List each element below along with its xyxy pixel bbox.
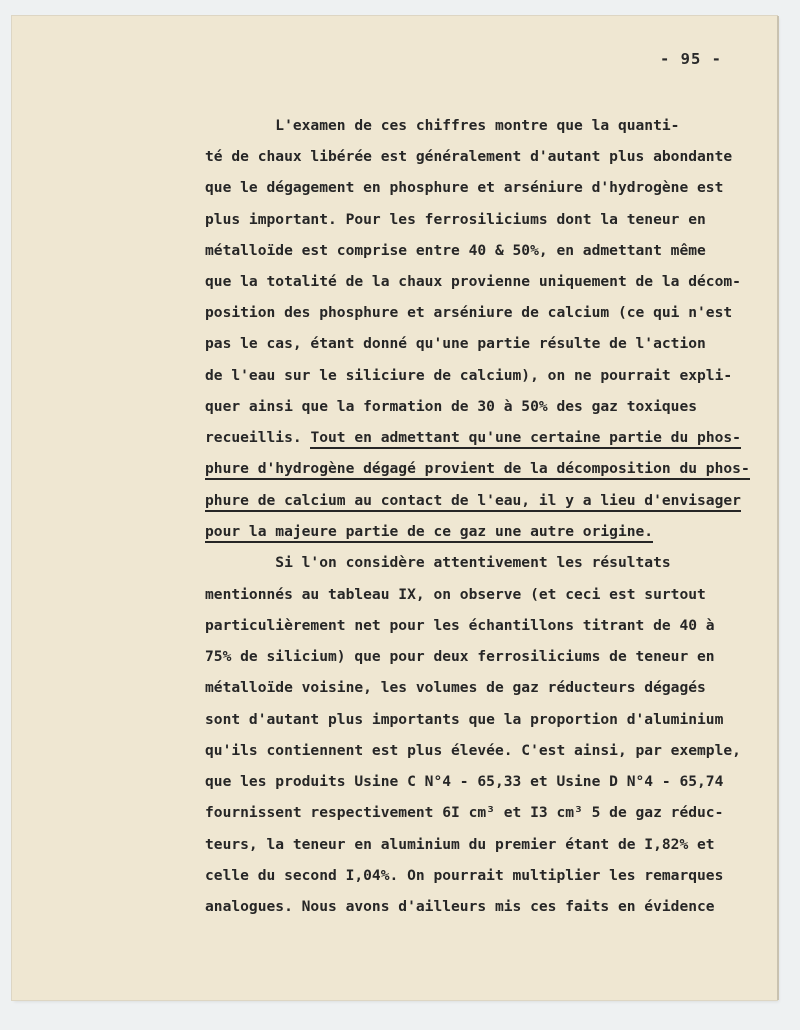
text-line: de l'eau sur le siliciure de calcium), on ne pourrait expli- [205,367,733,384]
text-line: métalloïde voisine, les volumes de gaz réducteurs dégagés [205,679,706,696]
underlined-text: pour la majeure partie de ce gaz une autre origine. [205,523,653,543]
text-line: que la totalité de la chaux provienne uniquement de la décom- [205,273,741,290]
text-line: teurs, la teneur en aluminium du premier étant de I,82% et [205,836,715,853]
text-line: que le dégagement en phosphure et arséniure d'hydrogène est [205,179,724,196]
text-line: plus important. Pour les ferrosiliciums dont la teneur en [205,211,706,228]
text-line: qu'ils contiennent est plus élevée. C'est ainsi, par exemple, [205,742,741,759]
text-line: analogues. Nous avons d'ailleurs mis ces faits en évidence [205,898,715,915]
text-line: métalloïde est comprise entre 40 & 50%, en admettant même [205,242,706,259]
text-line: Si l'on considère attentivement les résultats [205,554,671,571]
page-edge [777,16,779,1000]
text-line: fournissent respectivement 6I cm³ et I3 cm³ 5 de gaz réduc- [205,804,724,821]
text-line: position des phosphure et arséniure de calcium (ce qui n'est [205,304,733,321]
text-line [205,428,741,448]
text-line [205,459,750,479]
underlined-text: phure de calcium au contact de l'eau, il y a lieu d'envisager [205,492,741,512]
text-line: que les produits Usine C N°4 - 65,33 et Usine D N°4 - 65,74 [205,773,724,790]
text-line [205,522,653,542]
text-line: L'examen de ces chiffres montre que la quanti- [205,117,680,134]
text-line: sont d'autant plus importants que la proportion d'aluminium [205,711,724,728]
text-segment: recueillis. [205,429,311,446]
text-line: particulièrement net pour les échantillons titrant de 40 à [205,617,715,634]
underlined-text: Tout en admettant qu'une certaine partie du phos- [310,429,741,449]
text-line: pas le cas, étant donné qu'une partie résulte de l'action [205,335,706,352]
page-number: - 95 - [660,50,722,68]
underlined-text: phure d'hydrogène dégagé provient de la décomposition du phos- [205,460,750,480]
text-line: celle du second I,04%. On pourrait multiplier les remarques [205,867,724,884]
text-line: té de chaux libérée est généralement d'autant plus abondante [205,148,733,165]
text-line [205,491,741,511]
text-line: quer ainsi que la formation de 30 à 50% des gaz toxiques [205,398,698,415]
text-line: mentionnés au tableau IX, on observe (et ceci est surtout [205,586,706,603]
text-line: 75% de silicium) que pour deux ferrosiliciums de teneur en [205,648,715,665]
